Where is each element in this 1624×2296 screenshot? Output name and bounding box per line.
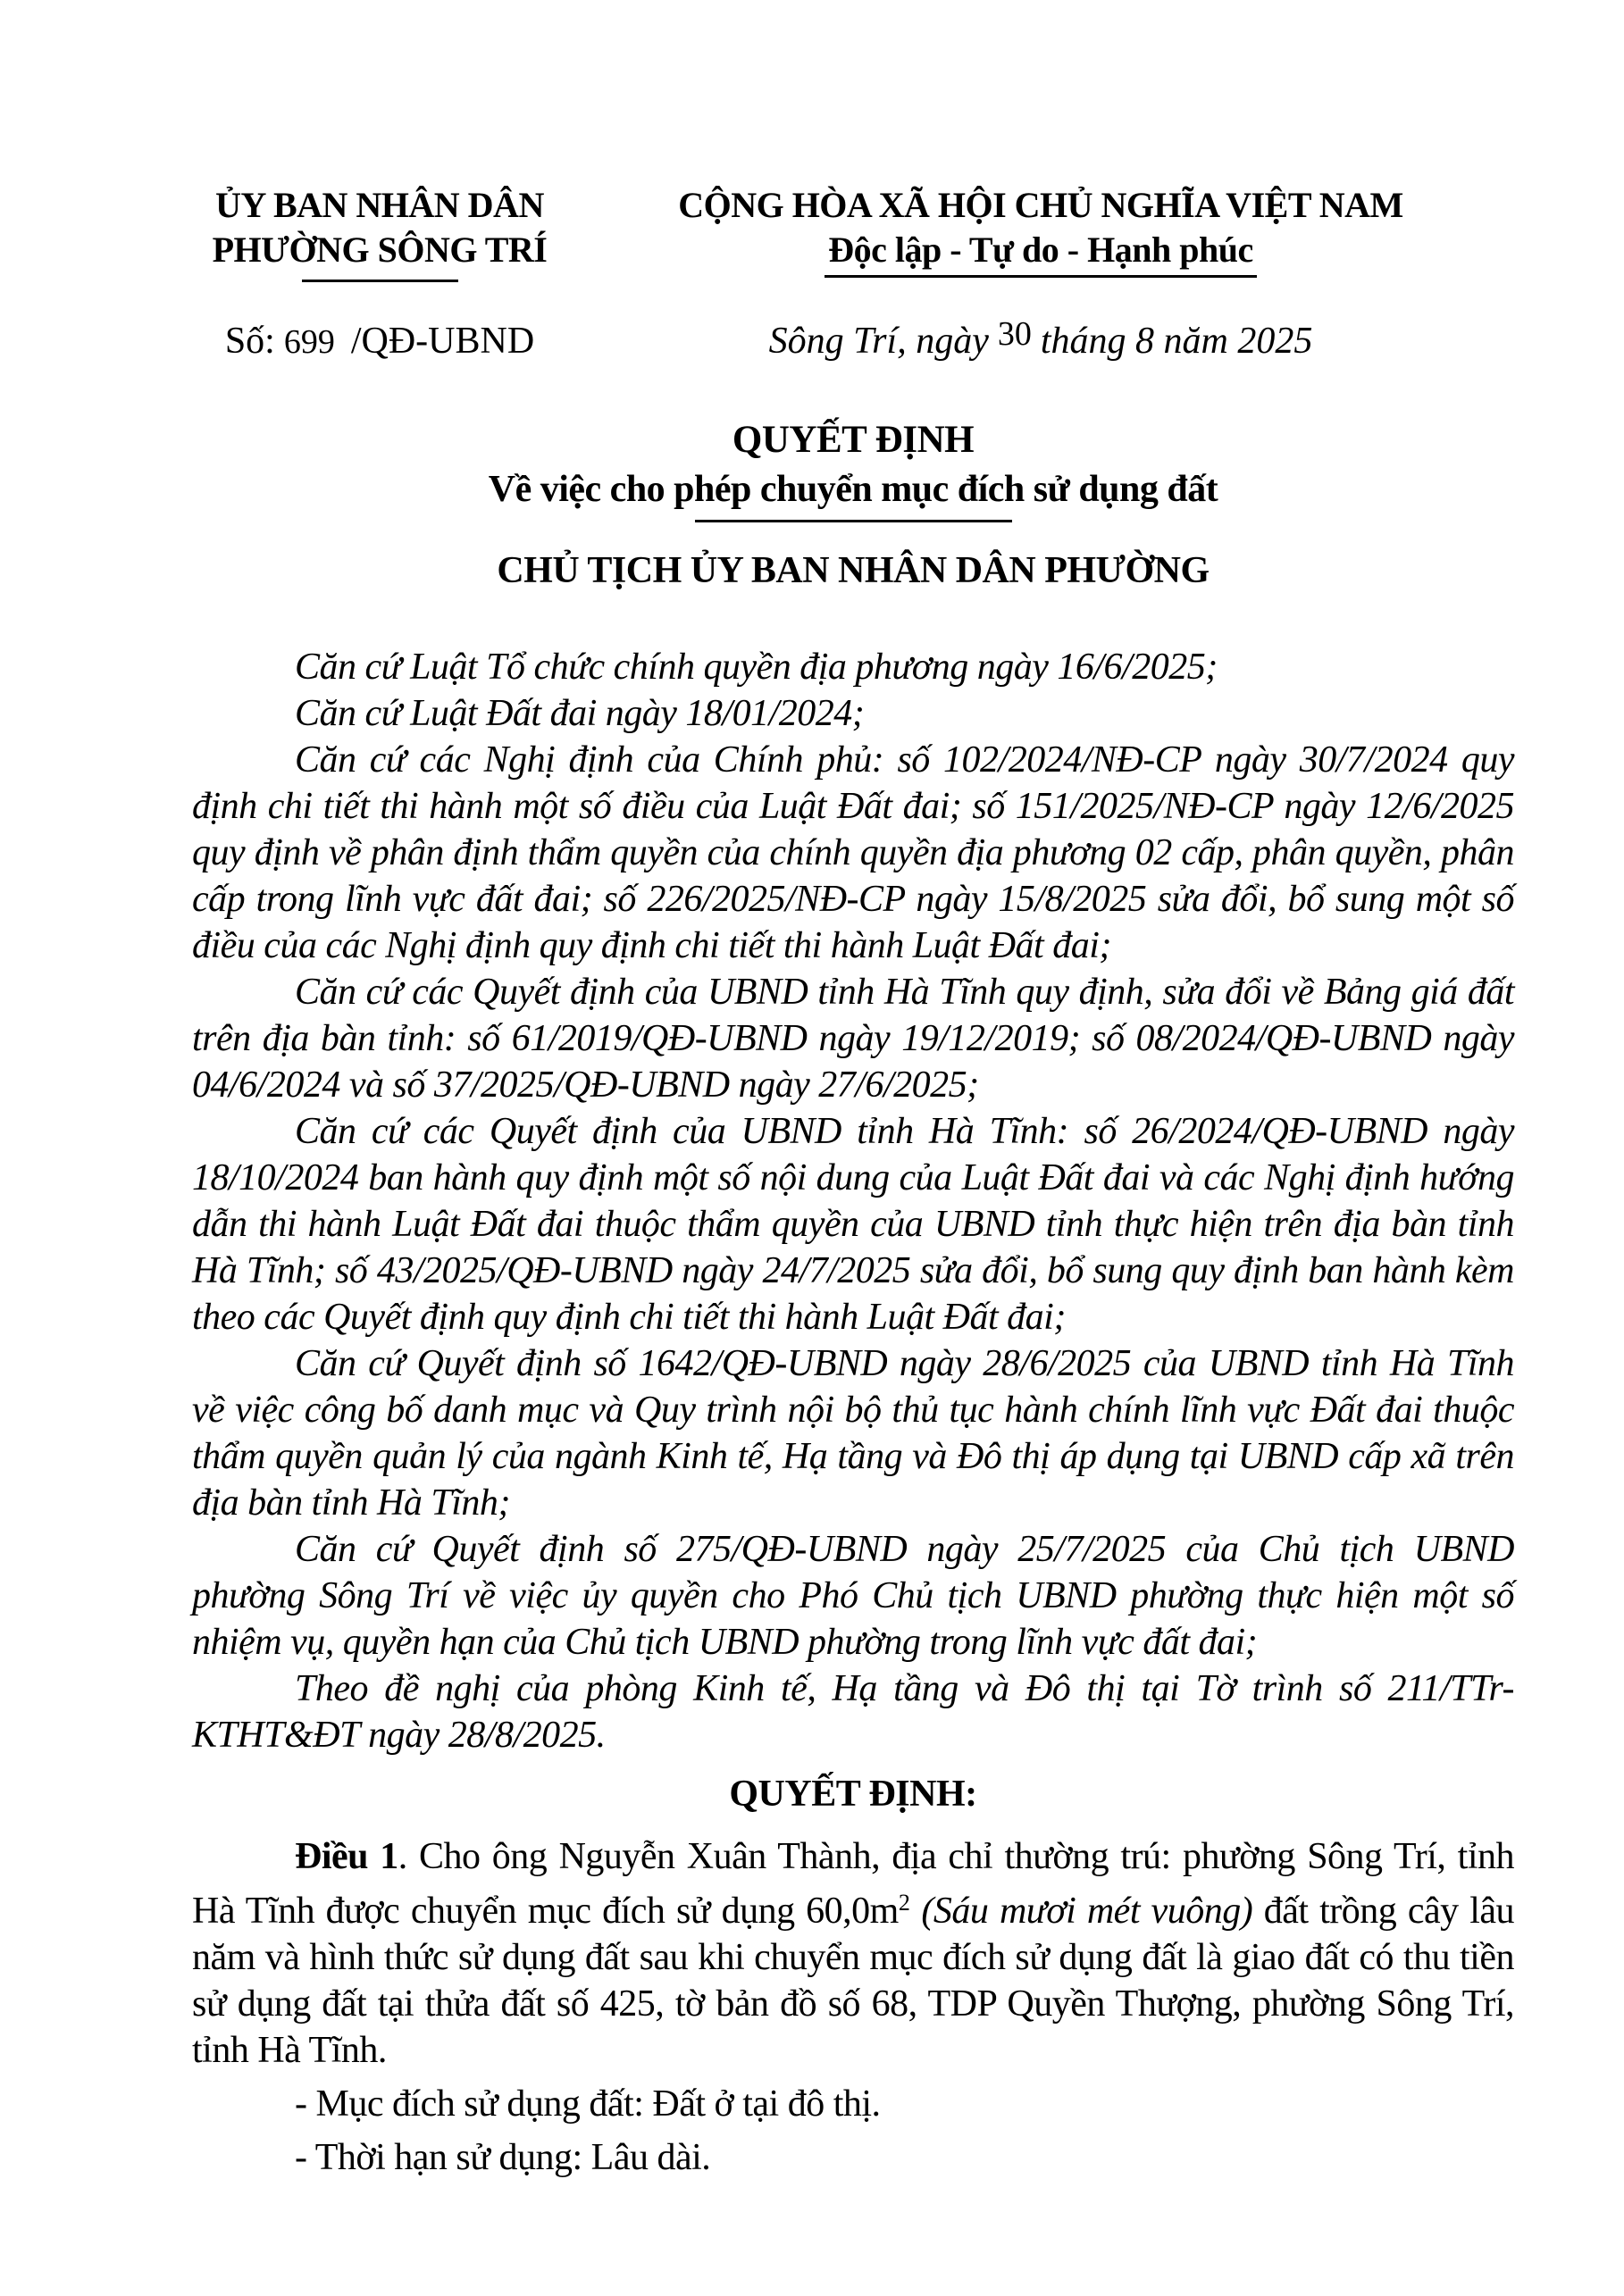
document-number-suffix: /QĐ-UBND — [350, 321, 535, 362]
title-divider-rule — [695, 520, 1012, 522]
date-day-value: 30 — [997, 315, 1032, 353]
citation-4: Căn cứ các Quyết định của UBND tỉnh Hà Tĩnh quy định, sửa đổi về Bảng giá đất trên địa bàn tỉnh: số 61/2019/QĐ-UBND ngày 19/12/2019; số 08/2024/QĐ-UBND ngày 04/6/2024 và số 37/2025/QĐ-UBND ngày 27/6/2025; — [192, 972, 1514, 1106]
decree-heading: QUYẾT ĐỊNH: — [729, 1774, 977, 1815]
land-use-purpose: - Mục đích sử dụng đất: Đất ở tại đô thị. — [295, 2083, 881, 2125]
national-title: CỘNG HÒA XÃ HỘI CHỦ NGHĨA VIỆT NAM — [678, 185, 1403, 225]
document-number-line — [192, 320, 567, 363]
citation-6: Căn cứ Quyết định số 1642/QĐ-UBND ngày 28/6/2025 của UBND tỉnh Hà Tĩnh về việc công bố danh mục và Quy trình nội bộ thủ tục hành chính lĩnh vực Đất đai thuộc thẩm quyền quản lý của ngành Kinh tế, Hạ tầng và Đô thị áp dụng tại UBND cấp xã trên địa bàn tỉnh Hà Tĩnh; — [192, 1343, 1514, 1524]
place-date-prefix: Sông Trí, ngày — [768, 321, 989, 362]
issuing-authority-line1: ỦY BAN NHÂN DÂN — [215, 185, 544, 225]
issuing-authority-line2: PHƯỜNG SÔNG TRÍ — [212, 230, 548, 270]
citation-7: Căn cứ Quyết định số 275/QĐ-UBND ngày 25/7/2025 của Chủ tịch UBND phường Sông Trí về việc ủy quyền cho Phó Chủ tịch UBND phường thực hiện một số nhiệm vụ, quyền hạn của Chủ tịch UBND phường trong lĩnh vực đất đai; — [192, 1529, 1514, 1663]
issuer-title: CHỦ TỊCH ỦY BAN NHÂN DÂN PHƯỜNG — [497, 550, 1210, 591]
document-header — [192, 183, 1514, 282]
citation-1: Căn cứ Luật Tổ chức chính quyền địa phương ngày 16/6/2025; — [295, 647, 1218, 688]
issuing-authority-block — [192, 183, 567, 282]
land-use-term: - Thời hạn sử dụng: Lâu dài. — [295, 2137, 711, 2178]
authority-divider-rule — [302, 280, 458, 282]
document-body — [192, 644, 1514, 2181]
document-subject: Về việc cho phép chuyển mục đích sử dụng đất — [488, 469, 1218, 510]
title-block — [192, 416, 1514, 522]
citation-5: Căn cứ các Quyết định của UBND tỉnh Hà Tĩnh: số 26/2024/QĐ-UBND ngày 18/10/2024 ban hành quy định một số nội dung của Luật Đất đai và các Nghị định hướng dẫn thi hành Luật Đất đai thuộc thẩm quyền của UBND tỉnh thực hiện trên địa bàn tỉnh Hà Tĩnh; số 43/2025/QĐ-UBND ngày 24/7/2025 sửa đổi, bổ sung quy định ban hành kèm theo các Quyết định quy định chi tiết thi hành Luật Đất đai; — [192, 1111, 1514, 1338]
document-number-prefix: Số: — [224, 321, 275, 362]
proposal: Theo đề nghị của phòng Kinh tế, Hạ tầng và Đô thị tại Tờ trình số 211/TTr-KTHT&ĐT ngày 28/8/2025. — [192, 1668, 1514, 1756]
national-header-block — [567, 183, 1514, 278]
national-motto: Độc lập - Tự do - Hạnh phúc — [825, 228, 1256, 278]
article-1: Điều 1. Cho ông Nguyễn Xuân Thành, địa chỉ thường trú: phường Sông Trí, tỉnh Hà Tĩnh được chuyển mục đích sử dụng $60,0m^2$ (Sáu mươi mét vuông) đất trồng cây lâu năm và hình thức sử dụng đất sau khi chuyển mục đích sử dụng đất là giao đất có thu tiền sử dụng đất tại thửa đất số 425, tờ bản đồ số 68, TDP Quyền Thượng, phường Sông Trí, tỉnh Hà Tĩnh. — [192, 1836, 1515, 2071]
citation-3: Căn cứ các Nghị định của Chính phủ: số 102/2024/NĐ-CP ngày 30/7/2024 quy định chi tiết thi hành một số điều của Luật Đất đai; số 151/2025/NĐ-CP ngày 12/6/2025 quy định về phân định thẩm quyền của chính quyền địa phương 02 cấp, phân quyền, phân cấp trong lĩnh vực đất đai; số 226/2025/NĐ-CP ngày 15/8/2025 sửa đổi, bổ sung một số điều của các Nghị định quy định chi tiết thi hành Luật Đất đai; — [192, 739, 1514, 966]
document-number-value: 699 — [283, 323, 335, 361]
place-date-suffix: tháng 8 năm 2025 — [1040, 321, 1313, 362]
citation-2: Căn cứ Luật Đất đai ngày 18/01/2024; — [295, 693, 865, 734]
document-meta-row — [192, 315, 1514, 363]
document-type-heading: QUYẾT ĐỊNH — [732, 419, 975, 461]
place-date-line — [567, 315, 1514, 363]
